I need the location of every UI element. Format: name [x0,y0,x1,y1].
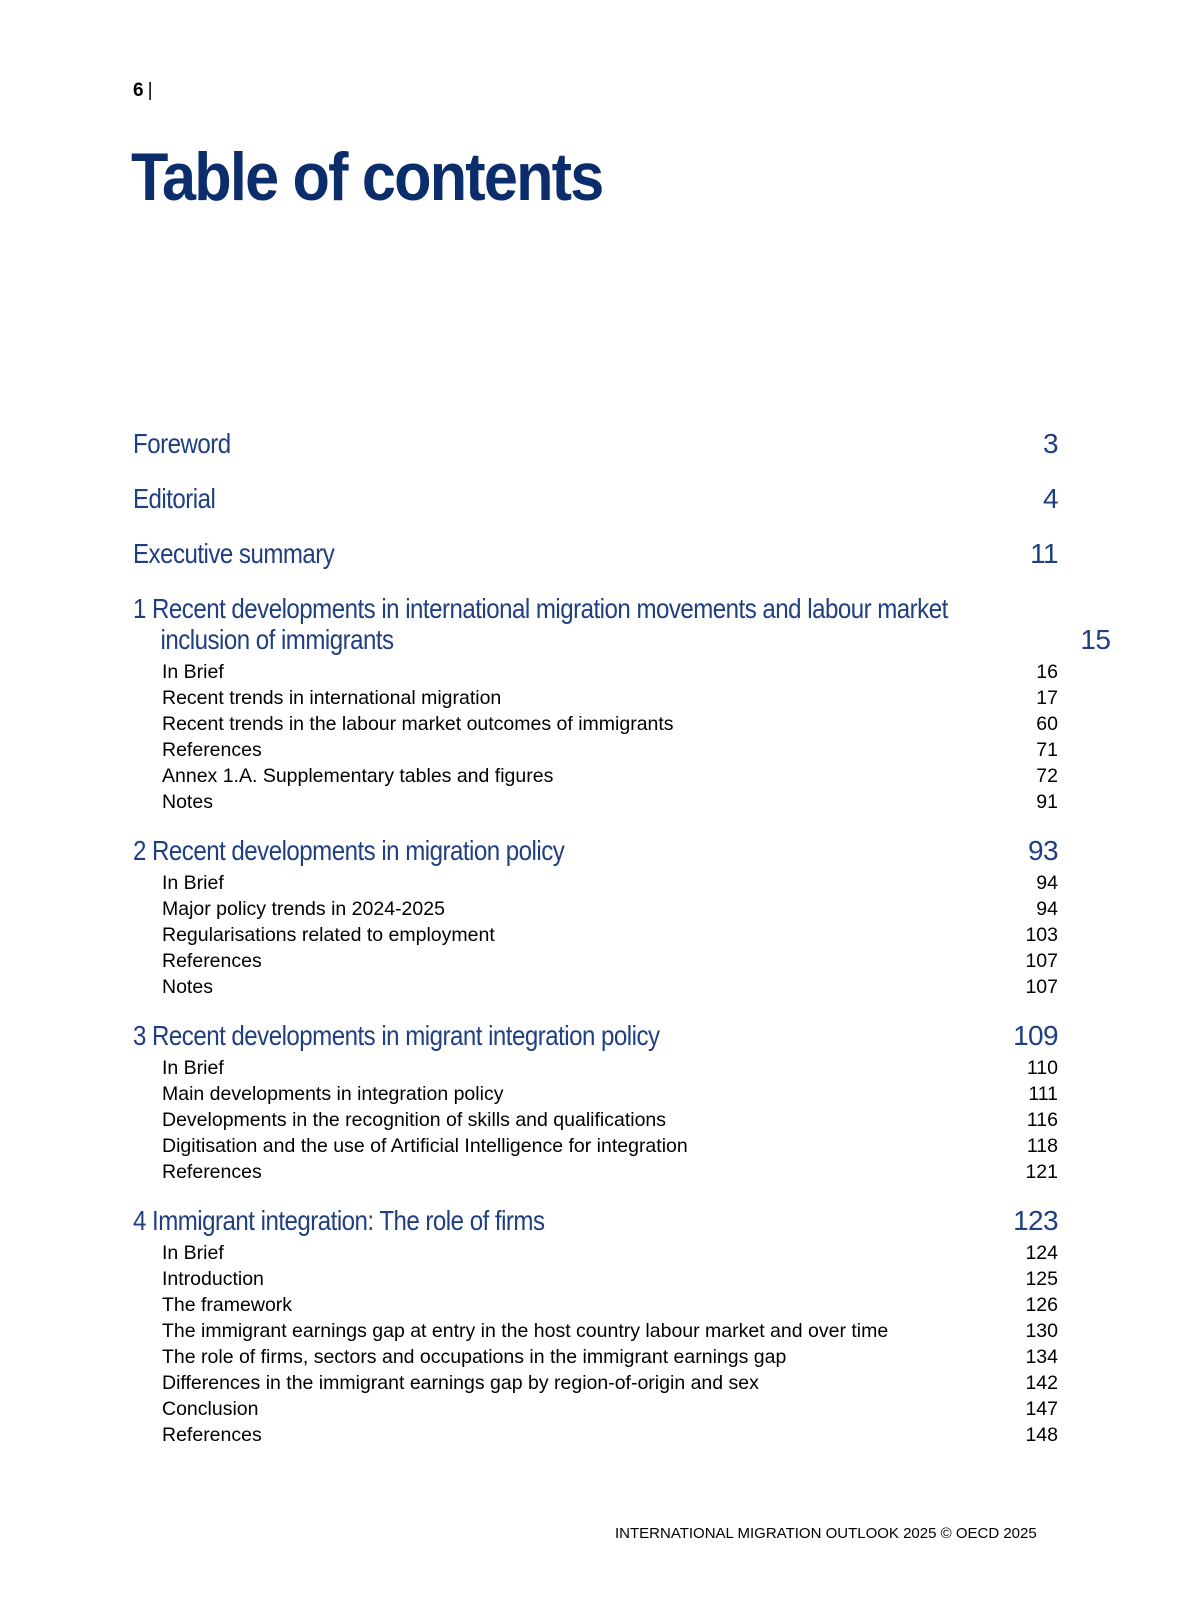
toc-entry-label[interactable]: Foreword [133,428,231,459]
toc-section-label[interactable]: Digitisation and the use of Artificial Intelligence for integration [162,1135,688,1157]
toc-section-page: 107 [1025,976,1058,998]
toc-chapter-page: 15 [1080,624,1111,655]
toc-section-page: 126 [1025,1294,1058,1316]
toc-chapter-page: 109 [1013,1020,1058,1051]
toc-section[interactable] [133,789,1058,815]
toc-chapter-title-line1[interactable]: 1 Recent developments in international migration movements and labour market [133,593,948,624]
toc-entry-executive-summary[interactable] [133,538,1058,593]
toc-chapter-heading[interactable] [133,835,1058,866]
toc-section[interactable] [133,1370,1058,1396]
toc-section-page: 111 [1028,1083,1058,1105]
toc-section-label[interactable]: Notes [162,791,213,813]
toc-section-page: 94 [1036,898,1058,920]
toc-chapter-title-line1[interactable]: 4 Immigrant integration: The role of firms [133,1205,545,1236]
toc-section-label[interactable]: Conclusion [162,1398,259,1420]
toc-section-label[interactable]: Recent trends in international migration [162,687,502,709]
toc-section[interactable] [133,870,1058,896]
spacer [133,1000,1058,1020]
toc-section-label[interactable]: References [162,739,262,761]
toc-section-page: 71 [1036,739,1058,761]
toc-section-page: 118 [1026,1135,1058,1157]
toc-section-label[interactable]: The framework [162,1294,293,1316]
toc-section-label[interactable]: Regularisations related to employment [162,924,495,946]
toc-entry-label[interactable]: Executive summary [133,538,335,569]
toc-section[interactable] [133,685,1058,711]
toc-section[interactable] [133,1240,1058,1266]
toc-section[interactable] [133,922,1058,948]
spacer [133,815,1058,835]
toc-section[interactable] [133,1396,1058,1422]
toc-chapter-title-line1[interactable]: 3 Recent developments in migrant integration policy [133,1020,660,1051]
toc-section[interactable] [133,711,1058,737]
toc-section[interactable] [133,1159,1058,1185]
toc-section-label[interactable]: Developments in the recognition of skills and qualifications [162,1109,667,1131]
page-number-separator: | [147,80,153,101]
toc-section-label[interactable]: References [162,1161,262,1183]
toc-section-label[interactable]: The role of firms, sectors and occupations in the immigrant earnings gap [162,1346,787,1368]
toc-chapter-2 [133,835,1058,1000]
toc-entry-page: 4 [1043,483,1058,514]
toc-section-label[interactable]: Recent trends in the labour market outcomes of immigrants [162,713,674,735]
toc-section-label[interactable]: Main developments in integration policy [162,1083,504,1105]
toc-section-page: 148 [1025,1424,1058,1446]
toc-chapter-title[interactable] [133,1205,545,1236]
toc-section-page: 147 [1025,1398,1058,1420]
toc-chapter-page: 93 [1028,835,1058,866]
toc-entry-page: 11 [1030,538,1058,569]
toc-section-page: 134 [1025,1346,1058,1368]
toc-section-page: 124 [1025,1242,1058,1264]
toc-section-label[interactable]: In Brief [162,1057,224,1079]
page-number [133,80,153,102]
toc-chapter-4 [133,1205,1058,1448]
toc-chapter-title-line2[interactable]: inclusion of immigrants [160,624,394,655]
toc-section[interactable] [133,1133,1058,1159]
toc-section-label[interactable]: Differences in the immigrant earnings gap by region-of-origin and sex [162,1372,759,1394]
toc-section[interactable] [133,737,1058,763]
toc-section-label[interactable]: The immigrant earnings gap at entry in the host country labour market and over time [162,1320,889,1342]
toc-section-page: 17 [1036,687,1058,709]
toc-section-page: 110 [1026,1057,1058,1079]
toc-chapter-heading[interactable] [133,1205,1058,1236]
toc-section-label[interactable]: Notes [162,976,213,998]
toc-section[interactable] [133,659,1058,685]
toc-section-page: 121 [1025,1161,1058,1183]
toc-section-page: 94 [1036,872,1058,894]
toc-section[interactable] [133,1318,1058,1344]
toc-entry-editorial[interactable] [133,483,1058,538]
toc-section-label[interactable]: In Brief [162,872,224,894]
toc-chapter-heading[interactable] [133,1020,1058,1051]
table-of-contents [133,428,1111,1448]
toc-section-page: 107 [1025,950,1058,972]
toc-section-page: 142 [1025,1372,1058,1394]
toc-section[interactable] [133,1081,1058,1107]
toc-section-page: 91 [1036,791,1058,813]
toc-section[interactable] [133,763,1058,789]
toc-section[interactable] [133,1055,1058,1081]
toc-section-page: 125 [1025,1268,1058,1290]
toc-section[interactable] [133,974,1058,1000]
spacer [133,1185,1058,1205]
toc-section[interactable] [133,1292,1058,1318]
toc-section[interactable] [133,1422,1058,1448]
toc-section[interactable] [133,1344,1058,1370]
toc-section-label[interactable]: Major policy trends in 2024-2025 [162,898,445,920]
toc-chapter-heading[interactable] [133,593,1111,655]
toc-section-page: 72 [1036,765,1058,787]
toc-section[interactable] [133,948,1058,974]
toc-section[interactable] [133,1266,1058,1292]
toc-section[interactable] [133,896,1058,922]
toc-chapter-3 [133,1020,1058,1185]
toc-chapter-1 [133,593,1111,815]
page-footer: INTERNATIONAL MIGRATION OUTLOOK 2025 © OECD 2025 [615,1525,1037,1542]
page-title: Table of contents [131,139,603,215]
toc-section-page: 103 [1025,924,1058,946]
toc-section-label[interactable]: Annex 1.A. Supplementary tables and figures [162,765,554,787]
toc-section-page: 116 [1026,1109,1058,1131]
toc-entry-foreword[interactable] [133,428,1058,483]
toc-chapter-title[interactable] [133,593,948,655]
toc-entry-label[interactable]: Editorial [133,483,216,514]
toc-section-page: 16 [1036,661,1058,683]
toc-chapter-page: 123 [1013,1205,1058,1236]
toc-entry-page: 3 [1043,428,1058,459]
toc-section-page: 60 [1036,713,1058,735]
toc-section-page: 130 [1025,1320,1058,1342]
toc-chapter-title[interactable] [133,1020,659,1051]
page-number-value: 6 [133,80,144,101]
toc-section-label[interactable]: In Brief [162,661,224,683]
toc-section-label[interactable]: In Brief [162,1242,224,1264]
toc-section-label[interactable]: References [162,1424,262,1446]
toc-chapter-title[interactable] [133,835,564,866]
toc-section[interactable] [133,1107,1058,1133]
toc-section-label[interactable]: References [162,950,262,972]
toc-chapter-title-line1[interactable]: 2 Recent developments in migration policy [133,835,565,866]
toc-section-label[interactable]: Introduction [162,1268,264,1290]
